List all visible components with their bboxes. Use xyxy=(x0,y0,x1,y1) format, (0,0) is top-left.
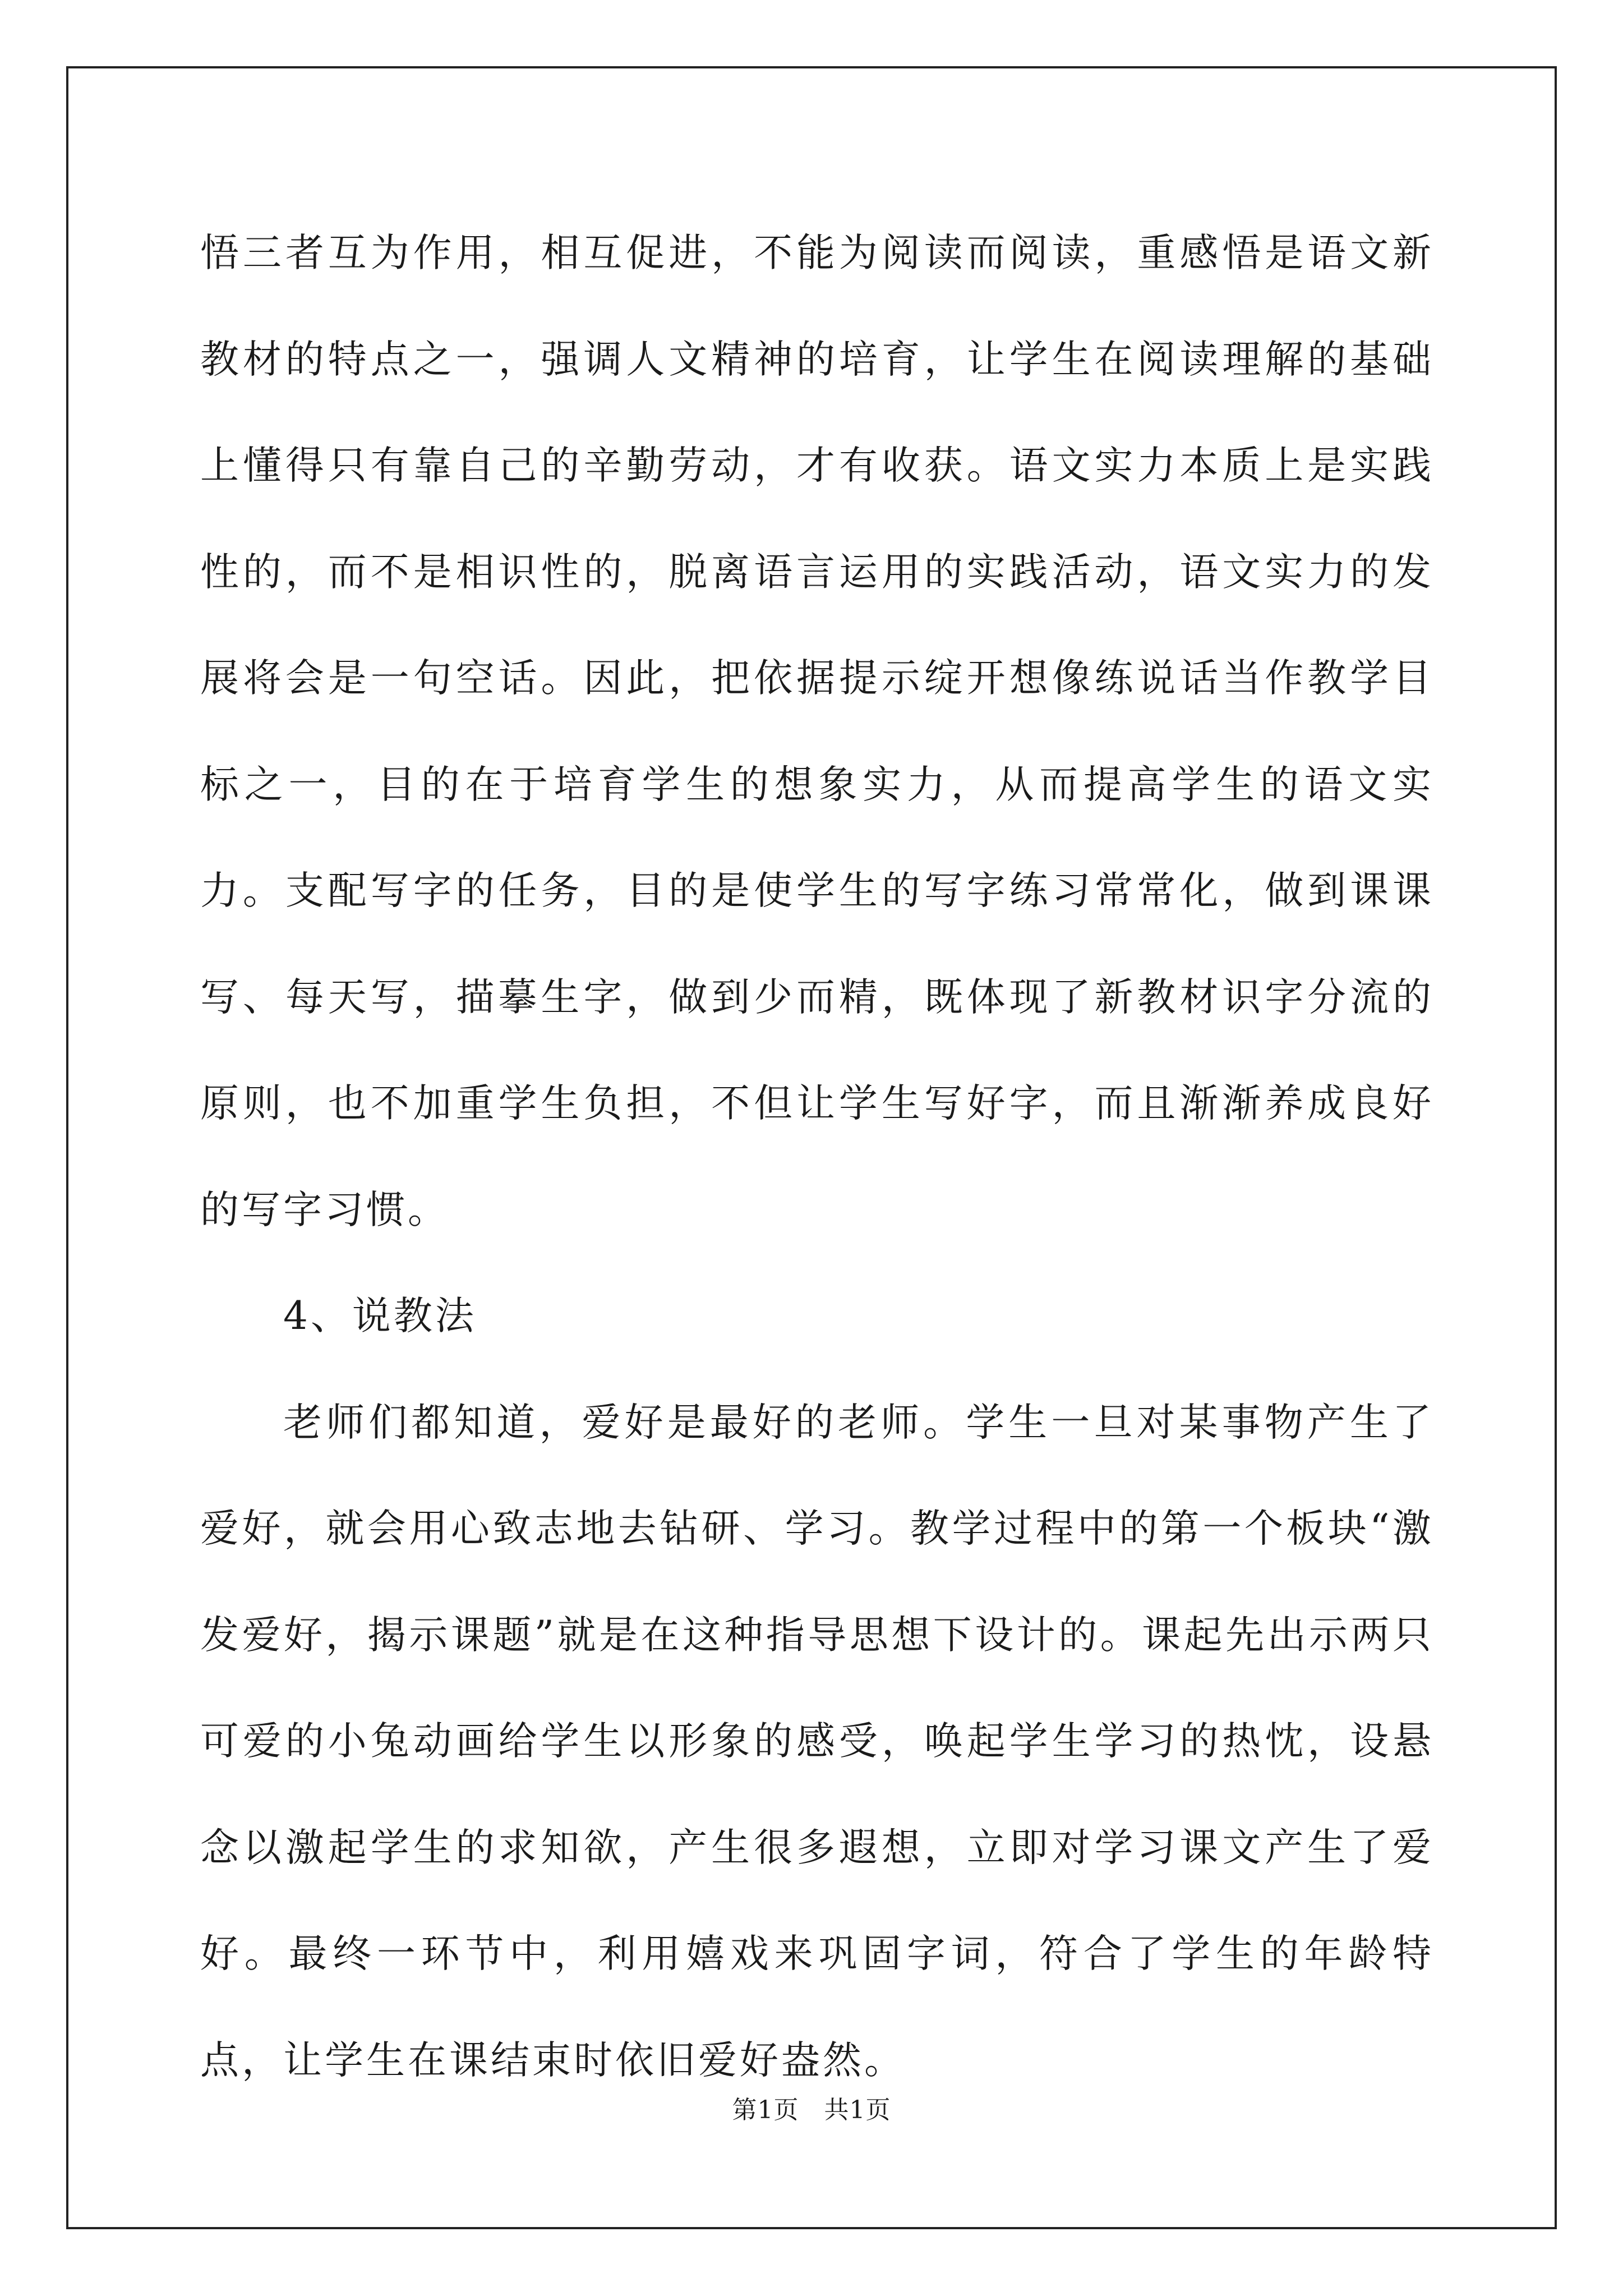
page-total: 共1页 xyxy=(824,2096,891,2124)
paragraph-continuation: 悟三者互为作用，相互促进，不能为阅读而阅读，重感悟是语文新教材的特点之一，强调人文精神的培育，让学生在阅读理解的基础上懂得只有靠自己的辛勤劳动，才有收获。语文实力本质上是实践性的，而不是相识性的，脱离语言运用的实践活动，语文实力的发展将会是一句空话。因此，把依据提示绽开想像练说话当作教学目标之一，目的在于培育学生的想象实力，从而提高学生的语文实力。支配写字的任务，目的是使学生的写字练习常常化，做到课课写、每天写，描摹生字，做到少而精，既体现了新教材识字分流的原则，也不加重学生负担，不但让学生写好字，而且渐渐养成良好的写字习惯。 xyxy=(200,231,1434,1232)
document-body xyxy=(200,200,1434,2114)
page-number: 第1页 xyxy=(732,2096,799,2124)
section-heading: 4、说教法 xyxy=(283,1294,477,1338)
paragraph-teaching-method: 老师们都知道，爱好是最好的老师。学生一旦对某事物产生了爱好，就会用心致志地去钻研、学习。教学过程中的第一个板块“激发爱好，揭示课题”就是在这种指导思想下设计的。课起先出示两只可爱的小兔动画给学生以形象的感受，唤起学生学习的热忱，设悬念以激起学生的求知欲，产生很多遐想，立即对学习课文产生了爱好。最终一环节中，利用嬉戏来巩固字词，符合了学生的年龄特点，让学生在课结束时依旧爱好盎然。 xyxy=(200,1400,1434,2083)
page-footer xyxy=(0,2090,1623,2125)
